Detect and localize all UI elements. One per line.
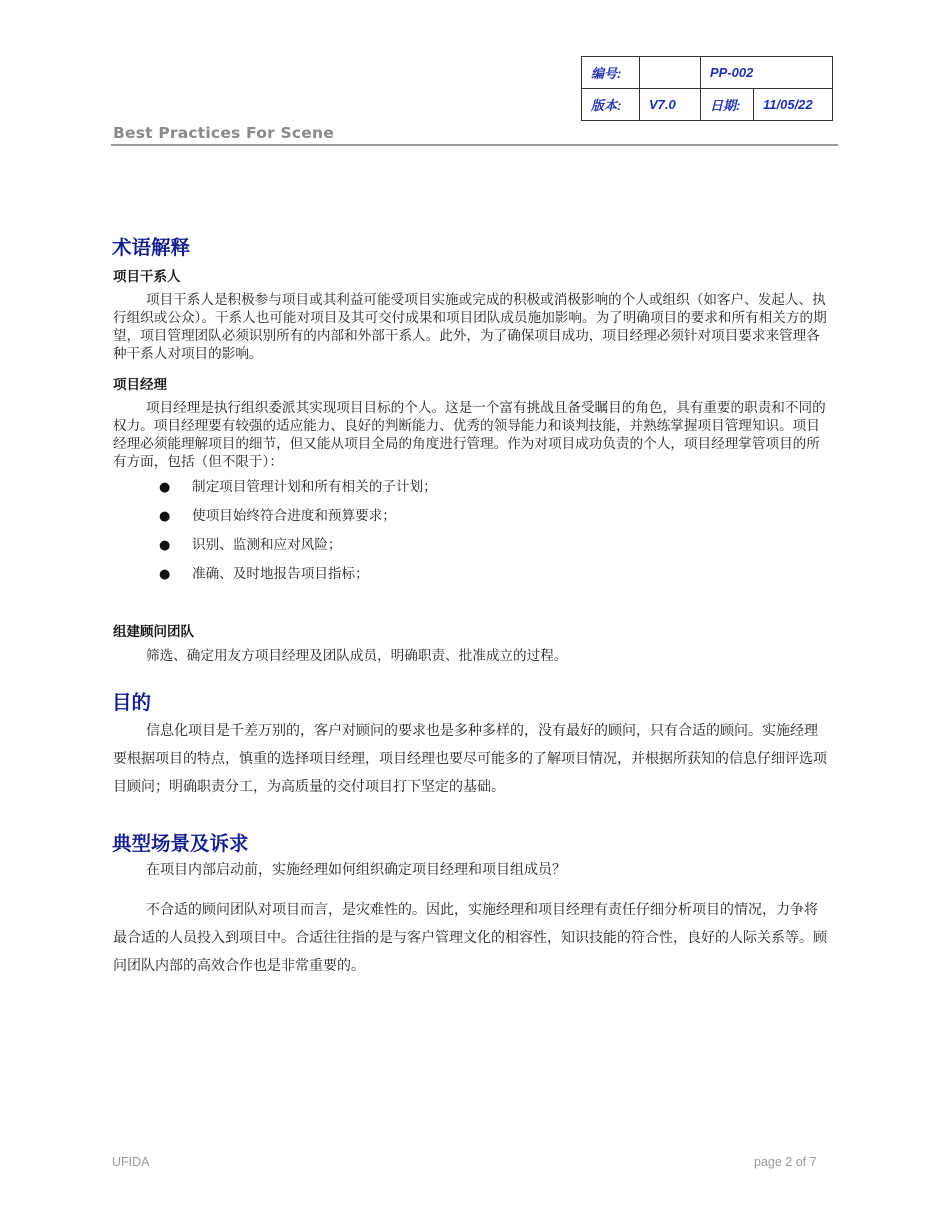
version-value: V7.0: [640, 89, 701, 121]
date-label: 日期:: [701, 89, 754, 121]
footer-company: UFIDA: [112, 1155, 150, 1169]
version-label: 版本:: [582, 89, 640, 121]
stakeholder-text: 项目干系人是积极参与项目或其利益可能受项目实施或完成的积极或消极影响的个人或组织（如客户、发起人、执行组织或公众）。干系人也可能对项目及其可交付成果和项目团队成员施加影响。为了明确项目的要求和所有相关方的期望，项目管理团队必须识别所有的内部和外部干系人。此外，为了确保项目成功，项目经理必须针对项目要求来管理各种干系人对项目的影响。: [113, 292, 827, 362]
list-item: ● 识别、监测和应对风险；: [159, 537, 342, 553]
scenario-text: 不合适的顾问团队对项目而言，是灾难性的。因此，实施经理和项目经理有责任仔细分析项目的情况，力争将最合适的人员投入到项目中。合适往往指的是与客户管理文化的相容性，知识技能的符合性，良好的人际关系等。顾问团队内部的高效合作也是非常重要的。: [113, 902, 827, 974]
footer-page-number: page 2 of 7: [754, 1155, 817, 1169]
list-item: ● 准确、及时地报告项目指标；: [159, 566, 369, 582]
manager-responsibilities-list: [155, 478, 437, 594]
stakeholder-heading: 项目干系人: [113, 269, 181, 285]
date-value: 11/05/22: [754, 89, 833, 121]
bullet-icon: ●: [159, 538, 171, 553]
number-spacer: [640, 57, 701, 89]
document-meta-table: [581, 56, 833, 121]
manager-heading: 项目经理: [113, 377, 167, 393]
manager-text: 项目经理是执行组织委派其实现项目目标的个人。这是一个富有挑战且备受瞩目的角色，具有重要的职责和不同的权力。项目经理要有较强的适应能力、良好的判断能力、优秀的领导能力和谈判技能，并熟练掌握项目管理知识。项目经理必须能理解项目的细节，但又能从项目全局的角度进行管理。作为对项目成功负责的个人，项目经理掌管项目的所有方面，包括（但不限于）：: [113, 400, 826, 470]
team-heading: 组建顾问团队: [113, 624, 194, 640]
number-label: 编号:: [582, 57, 640, 89]
purpose-section-title: 目的: [112, 691, 152, 714]
list-item: ● 使项目始终符合进度和预算要求；: [159, 508, 396, 524]
header-divider: [111, 144, 838, 146]
terms-section-title: 术语解释: [112, 236, 191, 259]
bullet-icon: ●: [159, 509, 171, 524]
number-value: PP-002: [701, 57, 833, 89]
scenario-question: 在项目内部启动前，实施经理如何组织确定项目经理和项目组成员？: [146, 862, 566, 878]
bullet-icon: ●: [159, 567, 171, 582]
team-text: 筛选、确定用友方项目经理及团队成员，明确职责、批准成立的过程。: [146, 648, 568, 664]
list-item: ● 制定项目管理计划和所有相关的子计划；: [159, 479, 437, 495]
scenario-section-title: 典型场景及诉求: [112, 832, 249, 855]
bullet-icon: ●: [159, 480, 171, 495]
scene-title: Best Practices For Scene: [113, 124, 334, 142]
purpose-text: 信息化项目是千差万别的，客户对顾问的要求也是多种多样的，没有最好的顾问，只有合适的顾问。实施经理要根据项目的特点，慎重的选择项目经理，项目经理也要尽可能多的了解项目情况，并根据所获知的信息仔细评选项目顾问；明确职责分工，为高质量的交付项目打下坚定的基础。: [113, 723, 827, 795]
